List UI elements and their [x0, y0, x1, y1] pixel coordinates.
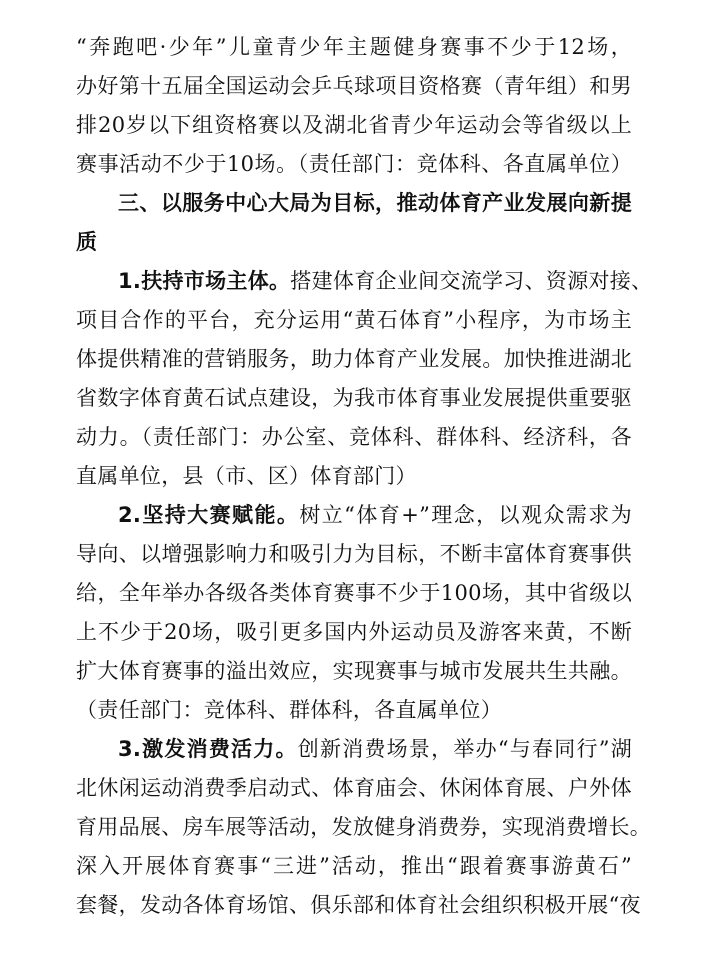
- text-line: 体提供精准的营销服务，助力体育产业发展。加快推进湖北: [76, 347, 632, 371]
- text-line: 赛事活动不少于10场。（责任部门：竞体科、各直属单位）: [76, 152, 632, 176]
- text-line: 办好第十五届全国运动会乒乓球项目资格赛（青年组）和男: [76, 74, 632, 98]
- item-title: 2.坚持大赛赋能。: [118, 503, 300, 527]
- text-line: [76, 496, 632, 535]
- text-line: 扩大体育赛事的溢出效应，实现赛事与城市发展共生共融。: [76, 659, 632, 683]
- text-line: [76, 730, 632, 769]
- text-line: 套餐，发动各体育场馆、俱乐部和体育社会组织积极开展“夜: [76, 893, 641, 917]
- text-line: 上不少于20场，吸引更多国内外运动员及游客来黄，不断: [76, 620, 632, 644]
- section-heading: [76, 184, 632, 262]
- text-line: [76, 262, 653, 301]
- item-text: 创新消费场景，举办“与春同行”湖: [297, 737, 632, 761]
- item-title: 1.扶持市场主体。: [118, 269, 291, 293]
- text-line: “奔跑吧·少年”儿童青少年主题健身赛事不少于12场，: [76, 35, 632, 59]
- section-heading-line: 质: [76, 230, 98, 254]
- document-page: [76, 28, 653, 925]
- item-text: 树立“体育+”理念，以观众需求为: [299, 503, 632, 527]
- text-line: 动力。（责任部门：办公室、竞体科、群体科、经济科，各: [76, 425, 632, 449]
- text-line: 育用品展、房车展等活动，发放健身消费券，实现消费增长。: [76, 815, 652, 839]
- paragraph-continued: [76, 28, 632, 184]
- text-line: 直属单位，县（市、区）体育部门）: [76, 464, 417, 488]
- text-line: 项目合作的平台，充分运用“黄石体育”小程序，为市场主: [76, 308, 632, 332]
- text-line: 给，全年举办各级各类体育赛事不少于100场，其中省级以: [76, 581, 632, 605]
- paragraph-item-3: [76, 730, 652, 925]
- paragraph-item-2: [76, 496, 632, 730]
- paragraph-item-1: [76, 262, 653, 496]
- text-line: 北休闲运动消费季启动式、体育庙会、休闲体育展、户外体: [76, 776, 632, 800]
- text-line: 省数字体育黄石试点建设，为我市体育事业发展提供重要驱: [76, 386, 632, 410]
- text-line: 导向、以增强影响力和吸引力为目标，不断丰富体育赛事供: [76, 542, 632, 566]
- item-text: 搭建体育企业间交流学习、资源对接、: [290, 269, 653, 293]
- text-line: （责任部门：竞体科、群体科，各直属单位）: [76, 698, 502, 722]
- text-line: 深入开展体育赛事“三进”活动，推出“跟着赛事游黄石”: [76, 854, 632, 878]
- item-title: 3.激发消费活力。: [118, 737, 298, 761]
- section-heading-line: 三、以服务中心大局为目标，推动体育产业发展向新提: [118, 191, 632, 215]
- text-line: 排20岁以下组资格赛以及湖北省青少年运动会等省级以上: [76, 113, 632, 137]
